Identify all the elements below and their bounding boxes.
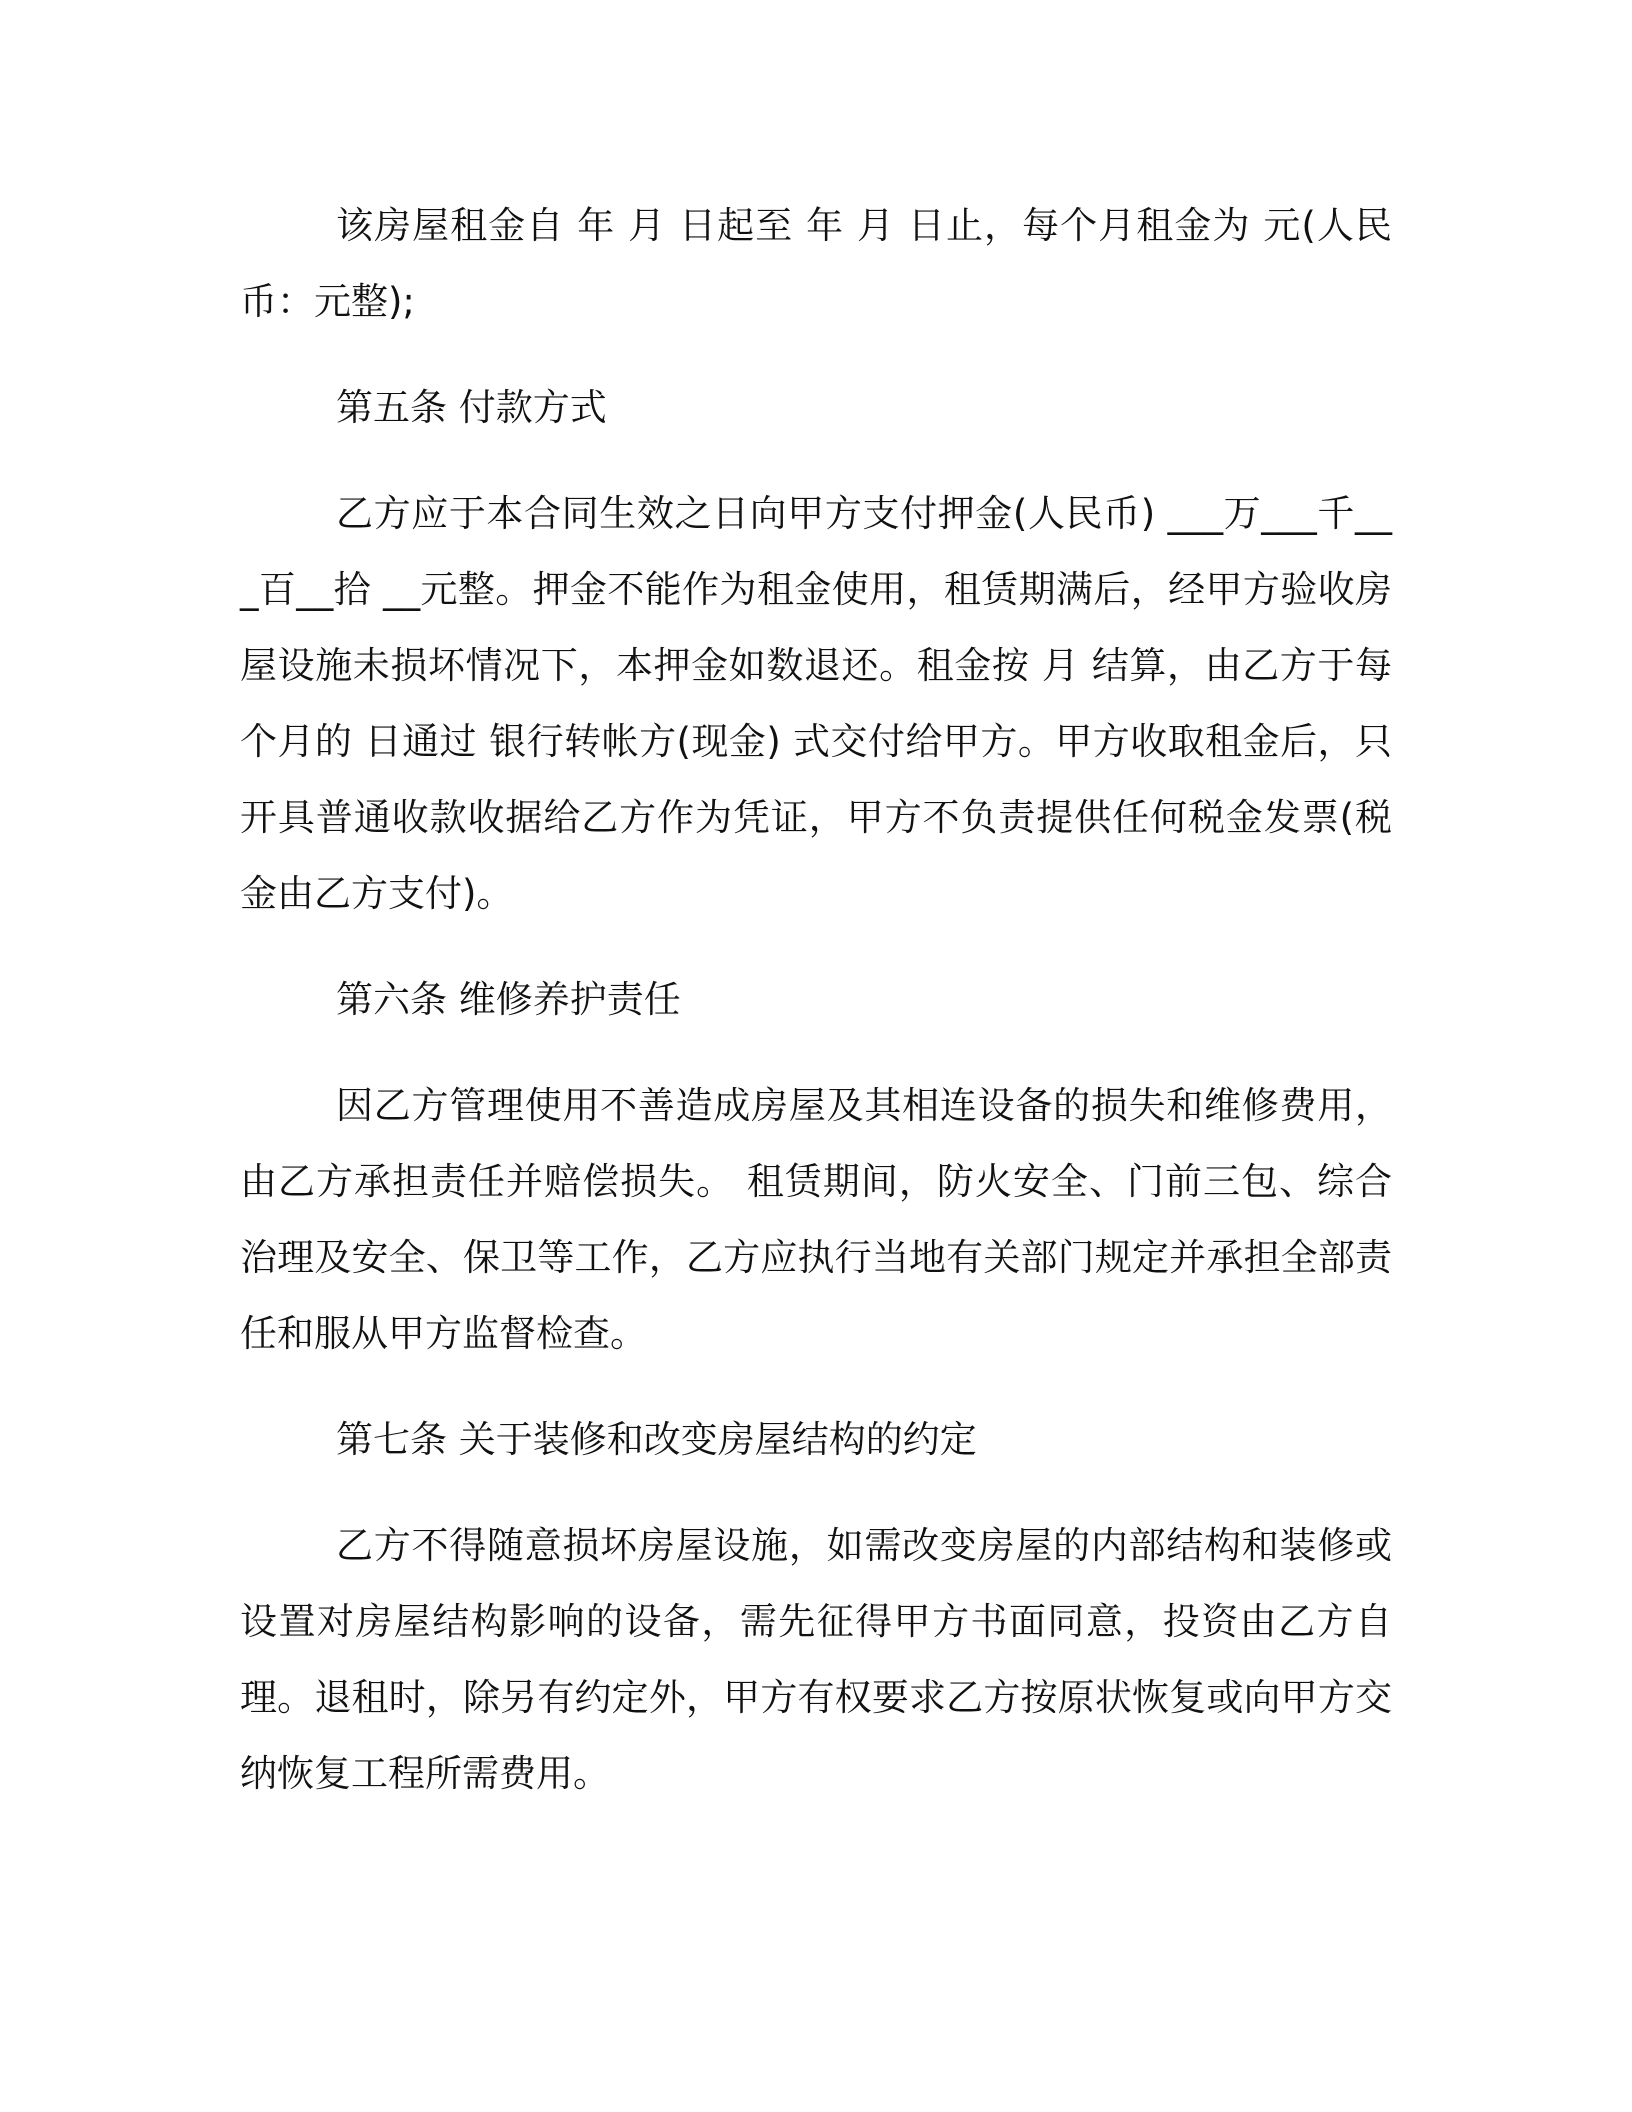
article-7-heading: 第七条 关于装修和改变房屋结构的约定 — [336, 1418, 977, 1461]
article-5-heading: 第五条 付款方式 — [336, 386, 607, 429]
article-6-heading: 第六条 维修养护责任 — [336, 978, 681, 1021]
renovation-paragraph: 乙方不得随意损坏房屋设施，如需改变房屋的内部结构和装修或设置对房屋结构影响的设备，需先征得甲方书面同意，投资由乙方自理。退租时，除另有约定外，甲方有权要求乙方按原状恢复或向甲方交纳恢复工程所需费用。 — [240, 1524, 1392, 1795]
maintenance-paragraph: 因乙方管理使用不善造成房屋及其相连设备的损失和维修费用，由乙方承担责任并赔偿损失。 租赁期间，防火安全、门前三包、综合治理及安全、保卫等工作，乙方应执行当地有关部门规定并承担全部责任和服从甲方监督检查。 — [240, 1084, 1392, 1355]
document-body — [240, 188, 1392, 1812]
payment-method-paragraph: 乙方应于本合同生效之日向甲方支付押金(人民币) ___万___千___百__拾 __元整。押金不能作为租金使用，租赁期满后，经甲方验收房屋设施未损坏情况下，本押金如数退还。租金按 月 结算，由乙方于每个月的 日通过 银行转帐方(现金) 式交付给甲方。甲方收取租金后，只开具普通收款收据给乙方作为凭证，甲方不负责提供任何税金发票(税金由乙方支付)。 — [240, 492, 1392, 915]
rent-period-paragraph: 该房屋租金自 年 月 日起至 年 月 日止，每个月租金为 元(人民币：元整); — [240, 204, 1392, 323]
